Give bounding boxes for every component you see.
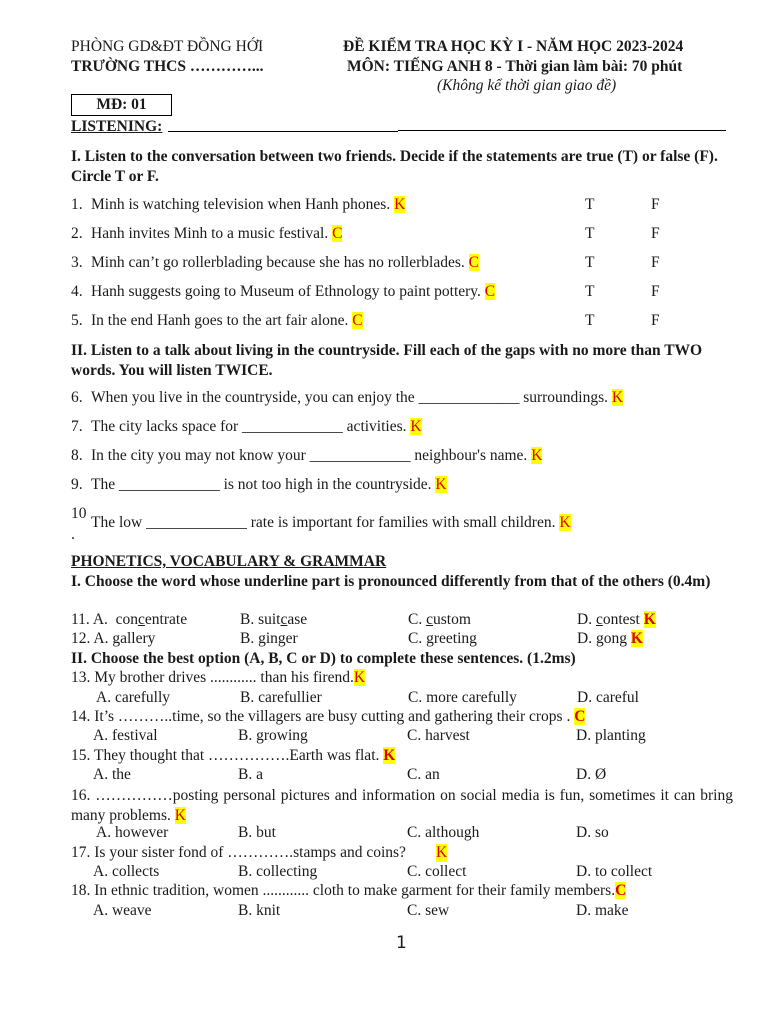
title-underline <box>168 131 398 132</box>
option-a[interactable]: A. festival <box>93 727 158 744</box>
true-option[interactable]: T <box>585 312 595 329</box>
exam-title: ĐỀ KIỂM TRA HỌC KỲ I - NĂM HỌC 2023-2024 <box>343 38 684 55</box>
gap-sentence: The city lacks space for _____________ activities. K <box>91 418 422 435</box>
answer-mark: K <box>394 196 406 213</box>
phonetics-title: PHONETICS, VOCABULARY & GRAMMAR <box>71 553 387 570</box>
question-stem: 16. ……………posting personal pictures and information on social media is fun, sometimes it can bring many problems. K <box>71 787 733 824</box>
answer-mark: K <box>353 669 366 686</box>
section-divider <box>398 130 726 131</box>
answer-mark: C <box>615 882 627 899</box>
answer-mark: K <box>383 747 396 764</box>
answer-mark: C <box>574 708 586 725</box>
option-d[interactable]: D. gong K <box>577 630 643 647</box>
option-d[interactable]: D. make <box>576 902 629 919</box>
question-stem: 17. Is your sister fond of ………….stamps and coins? <box>71 844 406 861</box>
tf-statement: Hanh invites Minh to a music festival. C <box>91 225 343 242</box>
question-stem: 13. My brother drives ............ than his firend.K <box>71 669 366 686</box>
option-c[interactable]: C. custom <box>408 611 471 628</box>
tf-statement: Minh can’t go rollerblading because she has no rollerblades. C <box>91 254 479 271</box>
option-c[interactable]: C. more carefully <box>408 689 517 706</box>
gap-sentence: The _____________ is not too high in the countryside. K <box>91 476 447 493</box>
true-option[interactable]: T <box>585 196 595 213</box>
answer-mark: K <box>436 844 448 861</box>
answer-mark: C <box>352 312 363 329</box>
answer-mark: K <box>435 476 447 493</box>
question-stem: 15. They thought that …………….Earth was flat. K <box>71 747 396 764</box>
school-department: PHÒNG GD&ĐT ĐỒNG HỚI <box>71 38 264 55</box>
gap-sentence: The low _____________ rate is important for families with small children. K <box>91 514 571 531</box>
question-stem: 18. In ethnic tradition, women ............ cloth to make garment for their family members.C <box>71 882 627 899</box>
option-d[interactable]: D. so <box>576 824 609 841</box>
option-c[interactable]: C. sew <box>407 902 450 919</box>
option-a[interactable]: A. weave <box>93 902 152 919</box>
listening-part2-instruction: II. Listen to a talk about living in the countryside. Fill each of the gaps with no more than TWO words. You will listen TWICE. <box>71 342 703 379</box>
option-d[interactable]: D. planting <box>576 727 646 744</box>
option-c[interactable]: C. although <box>407 824 480 841</box>
answer-mark: K <box>174 806 186 824</box>
answer-mark: K <box>531 447 543 464</box>
answer-mark: C <box>484 283 496 300</box>
phonetics-part1-instruction: I. Choose the word whose underline part is pronounced differently from that of the others (0.4m) <box>71 573 711 590</box>
false-option[interactable]: F <box>651 254 660 271</box>
option-c[interactable]: C. harvest <box>407 727 470 744</box>
answer-mark: C <box>332 225 343 242</box>
option-d[interactable]: D. careful <box>577 689 639 706</box>
option-b[interactable]: B. carefullier <box>240 689 322 706</box>
false-option[interactable]: F <box>651 283 660 300</box>
false-option[interactable]: F <box>651 312 660 329</box>
option-a[interactable]: A. collects <box>93 863 160 880</box>
tf-statement: Hanh suggests going to Museum of Ethnology to paint pottery. C <box>91 283 496 300</box>
exam-code: MĐ: 01 <box>71 94 172 116</box>
phonetics-part2-instruction: II. Choose the best option (A, B, C or D) to complete these sentences. (1.2ms) <box>71 650 576 667</box>
option-a[interactable]: A. carefully <box>96 689 171 706</box>
answer-mark: K <box>630 630 643 647</box>
true-option[interactable]: T <box>585 225 595 242</box>
option-d[interactable]: D. to collect <box>576 863 653 880</box>
true-option[interactable]: T <box>585 283 595 300</box>
answer-mark: K <box>611 389 624 406</box>
option-c[interactable]: C. an <box>407 766 440 783</box>
listening-part1-instruction: I. Listen to the conversation between two friends. Decide if the statements are true (T) or false (F). Circle T or F. <box>71 148 718 185</box>
option-c[interactable]: C. collect <box>407 863 467 880</box>
exam-subject: MÔN: TIẾNG ANH 8 - Thời gian làm bài: 70 phút <box>347 58 683 75</box>
answer-mark: C <box>468 254 479 271</box>
exam-note: (Không kể thời gian giao đề) <box>437 77 617 94</box>
answer-mark: K <box>643 611 656 628</box>
option-b[interactable]: B. collecting <box>238 863 318 880</box>
answer-mark: K <box>410 418 422 435</box>
option-b[interactable]: B. but <box>238 824 276 841</box>
tf-statement: Minh is watching television when Hanh phones. K <box>91 196 406 213</box>
tf-statement: In the end Hanh goes to the art fair alone. C <box>91 312 363 329</box>
option-d[interactable]: D. Ø <box>576 766 607 783</box>
false-option[interactable]: F <box>651 225 660 242</box>
option-b[interactable]: B. knit <box>238 902 281 919</box>
page-number: 1 <box>396 933 407 953</box>
answer-mark: K <box>559 514 571 531</box>
option-c[interactable]: C. greeting <box>408 630 477 647</box>
option-b[interactable]: B. suitcase <box>240 611 308 628</box>
true-option[interactable]: T <box>585 254 595 271</box>
option-a[interactable]: A. however <box>96 824 169 841</box>
option-b[interactable]: B. a <box>238 766 263 783</box>
question-stem: 14. It’s ………..time, so the villagers are busy cutting and gathering their crops . C <box>71 708 586 725</box>
school-name: TRƯỜNG THCS …………... <box>71 58 264 75</box>
gap-sentence: When you live in the countryside, you can enjoy the _____________ surroundings. K <box>91 389 624 406</box>
false-option[interactable]: F <box>651 196 660 213</box>
option-a[interactable]: A. the <box>93 766 131 783</box>
listening-title: LISTENING: <box>71 118 163 135</box>
gap-sentence: In the city you may not know your _____________ neighbour's name. K <box>91 447 543 464</box>
option-b[interactable]: B. growing <box>238 727 308 744</box>
option-b[interactable]: B. ginger <box>240 630 298 647</box>
option-d[interactable]: D. contest K <box>577 611 656 628</box>
